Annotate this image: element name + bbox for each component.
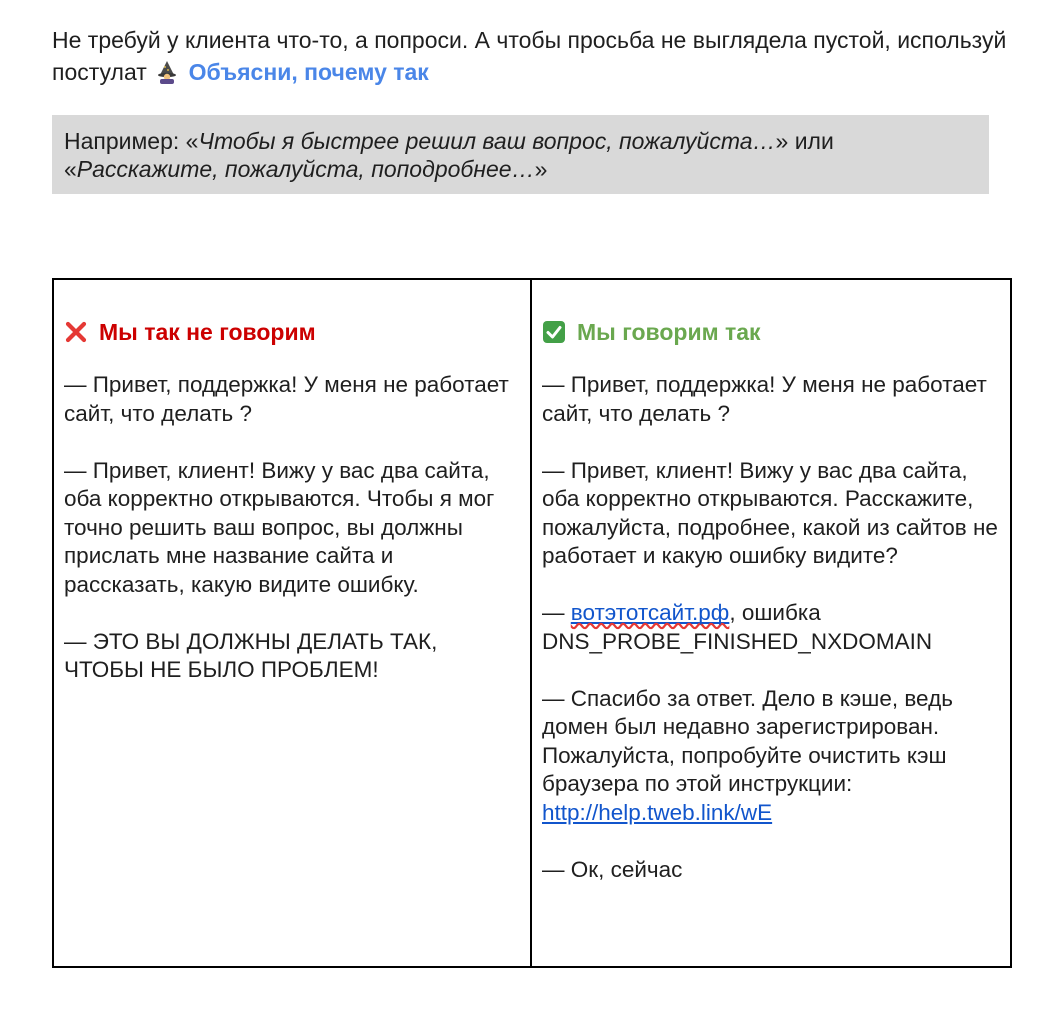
instruction-link[interactable]: http://help.tweb.link/wE <box>542 799 773 825</box>
intro-paragraph <box>52 24 1012 88</box>
intro-text: Не требуй у клиента что-то, а попроси. А чтобы просьба не выглядела пустой, используй постулат <box>52 27 1007 85</box>
explain-why-link[interactable]: Объясни, почему так <box>188 59 429 85</box>
example-quote-2: Расскажите, пожалуйста, поподробнее… <box>76 156 535 182</box>
example-between: » или « <box>64 128 834 182</box>
column-bad <box>54 280 532 966</box>
good-message-3-rest: , ошибка DNS_PROBE_FINISHED_NXDOMAIN <box>542 600 933 654</box>
good-message-3-dash: — <box>542 600 571 625</box>
bad-message-2: — Привет, клиент! Вижу у вас два сайта, оба корректно открываются. Чтобы я мог точно решить ваш вопрос, вы должны прислать мне название сайта и рассказать, какую видите ошибку. <box>64 457 495 597</box>
good-message-1: — Привет, поддержка! У меня не работает сайт, что делать ? <box>542 372 987 426</box>
good-message-3 <box>542 599 1000 656</box>
example-end: » <box>534 156 548 182</box>
comparison-table <box>52 278 1012 968</box>
wizard-emoji-icon <box>155 60 179 84</box>
good-message-4 <box>542 685 1000 828</box>
column-bad-heading <box>64 317 520 347</box>
column-bad-title: Мы так не говорим <box>99 318 316 345</box>
bad-message-1: — Привет, поддержка! У меня не работает сайт, что делать ? <box>64 372 509 426</box>
good-message-5: — Ок, сейчас <box>542 856 683 882</box>
site-link[interactable]: вотэтотсайт.рф <box>570 600 730 625</box>
good-message-2: — Привет, клиент! Вижу у вас два сайта, оба корректно открываются. Расскажите, пожалуйста, подробнее, какой из сайтов не работает и какую ошибку видите? <box>542 457 998 568</box>
cross-mark-icon <box>64 320 88 344</box>
example-callout <box>52 115 989 194</box>
column-good-title: Мы говорим так <box>577 318 761 345</box>
example-quote-1: Чтобы я быстрее решил ваш вопрос, пожалуйста… <box>198 128 776 154</box>
good-message-4-text: — Спасибо за ответ. Дело в кэше, ведь домен был недавно зарегистрирован. Пожалуйста, попробуйте очистить кэш браузера по этой инструкции: <box>542 685 953 796</box>
bad-message-3: — ЭТО ВЫ ДОЛЖНЫ ДЕЛАТЬ ТАК, ЧТОБЫ НЕ БЫЛО ПРОБЛЕМ! <box>64 628 438 682</box>
check-mark-icon <box>542 320 566 344</box>
column-good <box>532 280 1010 966</box>
column-good-heading <box>542 317 1000 347</box>
example-lead: Например: « <box>64 128 199 154</box>
